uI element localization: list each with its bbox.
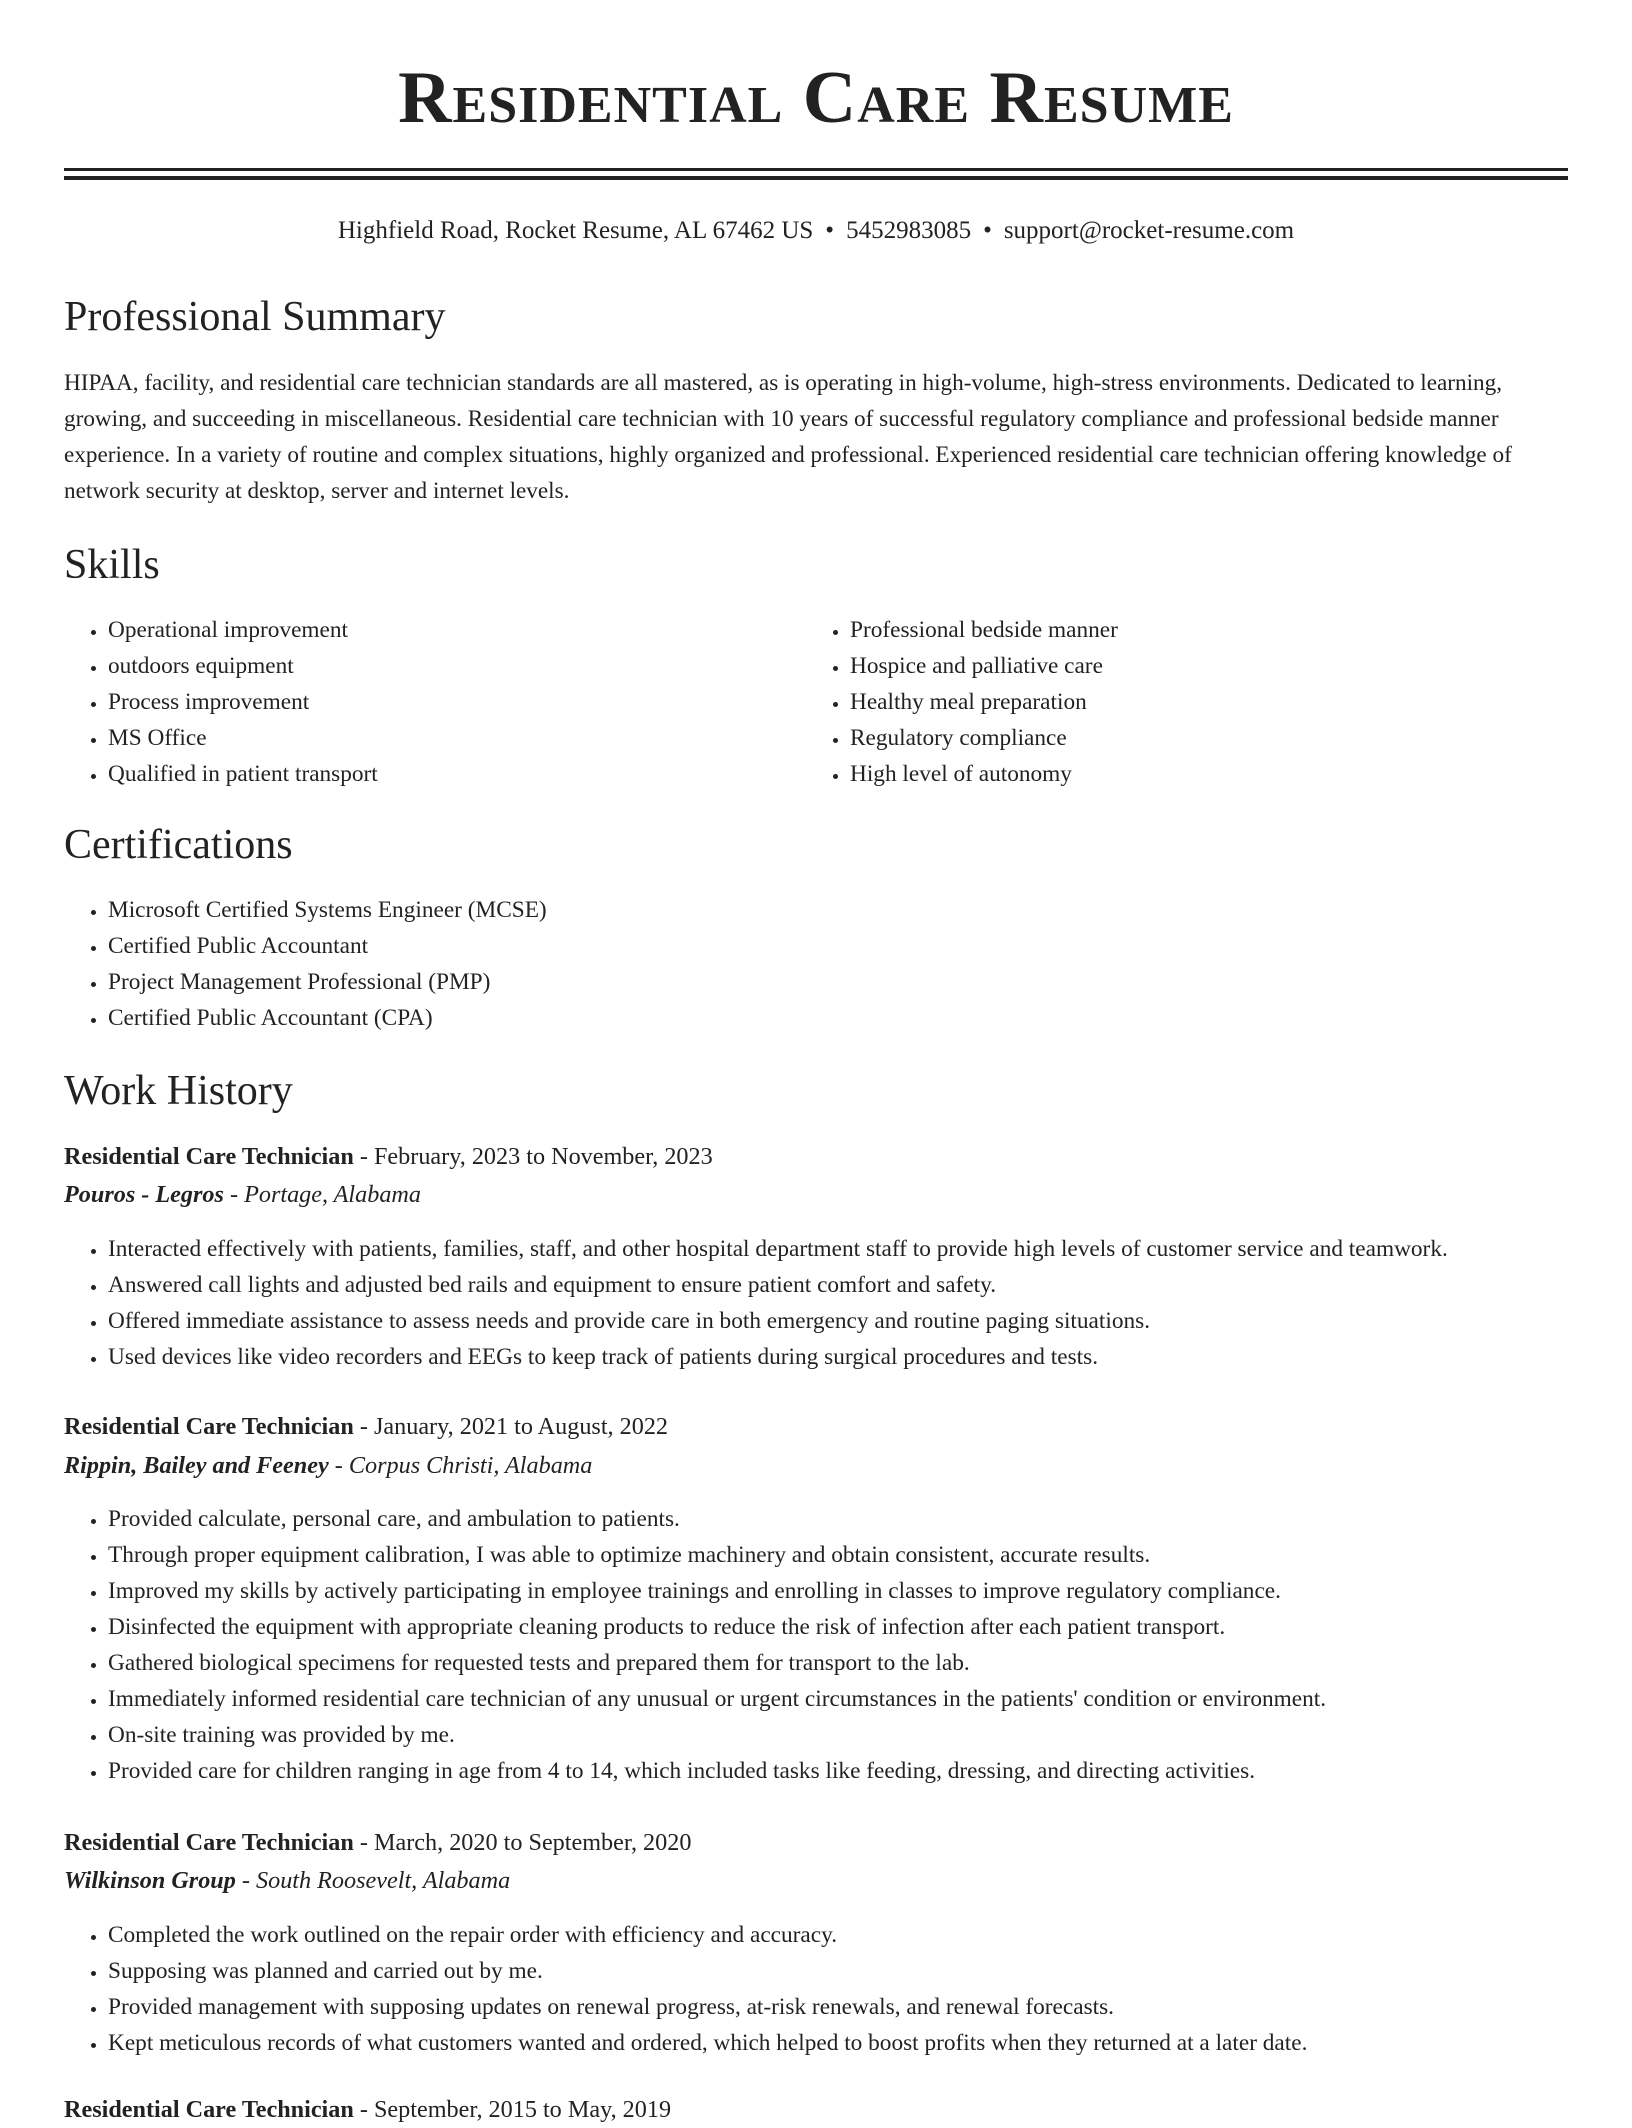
- summary-text: HIPAA, facility, and residential care technician standards are all mastered, as is operating in high-volume, high-stress environments. Dedicated to learning, growing, and succeeding in miscellaneous. Residential care technician with 10 years of successful regulatory compliance and professional bedside manner experience. In a variety of routine and complex situations, highly organized and professional. Experienced residential care technician offering knowledge of network security at desktop, server and internet levels.: [64, 370, 1512, 504]
- job-bullet: • Disinfected the equipment with appropriate cleaning products to reduce the risk of infection after each patient transport.: [108, 1609, 1612, 1645]
- skills-heading: Skills: [64, 542, 160, 588]
- job-bullet: • Provided care for children ranging in age from 4 to 14, which included tasks like feeding, dressing, and directing activities.: [108, 1753, 1612, 1789]
- skills-list-right: [806, 612, 1610, 792]
- dash: -: [334, 1452, 343, 1479]
- job-company-line: [64, 1863, 1568, 1899]
- job-company: Rippin, Bailey and Feeney: [64, 1452, 329, 1479]
- skill-item: • Operational improvement: [108, 612, 808, 648]
- job-bullet: • Through proper equipment calibration, I was able to optimize machinery and obtain consistent, accurate results.: [108, 1537, 1612, 1573]
- job-bullet: • Answered call lights and adjusted bed rails and equipment to ensure patient comfort and safety.: [108, 1267, 1612, 1303]
- job-bullet: • Used devices like video recorders and EEGs to keep track of patients during surgical procedures and tests.: [108, 1339, 1612, 1375]
- job-bullets: [64, 1231, 1612, 1375]
- job-bullet: • Gathered biological specimens for requested tests and prepared them for transport to the lab.: [108, 1645, 1612, 1681]
- summary-heading: Professional Summary: [64, 294, 446, 340]
- job-bullet: • Interacted effectively with patients, families, staff, and other hospital department staff to provide high levels of customer service and teamwork.: [108, 1231, 1612, 1267]
- certification-item: • Certified Public Accountant (CPA): [108, 1000, 1568, 1036]
- dash: -: [359, 1829, 368, 1856]
- certification-item: • Certified Public Accountant: [108, 928, 1568, 964]
- skill-item: • Process improvement: [108, 684, 808, 720]
- job-company: Pouros - Legros: [64, 1181, 224, 1208]
- skill-item: • Healthy meal preparation: [850, 684, 1610, 720]
- skill-item: • Hospice and palliative care: [850, 648, 1610, 684]
- job-location: Corpus Christi, Alabama: [348, 1452, 593, 1479]
- job-title-line: [64, 1409, 1568, 1445]
- job-company: Wilkinson Group: [64, 1867, 236, 1894]
- job-bullet: • Improved my skills by actively participating in employee trainings and enrolling in classes to improve regulatory compliance.: [108, 1573, 1612, 1609]
- contact-address: Highfield Road, Rocket Resume, AL 67462 US: [337, 217, 814, 244]
- certification-item: • Microsoft Certified Systems Engineer (MCSE): [108, 892, 1568, 928]
- skill-item: • Regulatory compliance: [850, 720, 1610, 756]
- work-history-heading: Work History: [64, 1068, 293, 1114]
- job-bullet: • Immediately informed residential care technician of any unusual or urgent circumstances in the patients' condition or environment.: [108, 1681, 1612, 1717]
- contact-separator: •: [825, 217, 835, 244]
- job-bullet: • Supposing was planned and carried out by me.: [108, 1953, 1612, 1989]
- job-location: Portage, Alabama: [244, 1181, 421, 1208]
- job-location: South Roosevelt, Alabama: [256, 1867, 511, 1894]
- job-bullet: • Provided calculate, personal care, and ambulation to patients.: [108, 1501, 1612, 1537]
- job-dates: March, 2020 to September, 2020: [373, 1829, 692, 1856]
- skill-item: • outdoors equipment: [108, 648, 808, 684]
- dash: -: [229, 1181, 239, 1208]
- certifications-heading: Certifications: [64, 822, 293, 868]
- contact-phone: 5452983085: [846, 217, 972, 244]
- skill-item: • Qualified in patient transport: [108, 756, 808, 792]
- job-title: Residential Care Technician: [64, 2096, 354, 2123]
- contact-email: support@rocket-resume.com: [1003, 217, 1295, 244]
- contact-separator: •: [983, 217, 992, 244]
- job-bullet: • On-site training was provided by me.: [108, 1717, 1612, 1753]
- job-title: Residential Care Technician: [64, 1143, 354, 1170]
- job-title-line: [64, 1139, 1568, 1175]
- dash: -: [359, 1413, 368, 1440]
- certification-item: • Project Management Professional (PMP): [108, 964, 1568, 1000]
- job-bullet: • Completed the work outlined on the repair order with efficiency and accuracy.: [108, 1917, 1612, 1953]
- dash: -: [241, 1867, 250, 1894]
- title-divider-thin: [64, 168, 1568, 171]
- job-company-line: [64, 1177, 1568, 1213]
- job-company-line: [64, 1448, 1568, 1484]
- certifications-list: [64, 892, 1568, 1036]
- job-title: Residential Care Technician: [64, 1413, 354, 1440]
- skills-list-left: [64, 612, 808, 792]
- job-bullets: [64, 1917, 1612, 2061]
- title-divider-thick: [64, 176, 1568, 180]
- job-title-line: [64, 1825, 1568, 1861]
- dash: -: [359, 1143, 368, 1170]
- job-title-line: [64, 2092, 1568, 2128]
- contact-line: [64, 214, 1568, 248]
- job-bullets: [64, 1501, 1612, 1789]
- job-dates: September, 2015 to May, 2019: [373, 2096, 672, 2123]
- skill-item: • MS Office: [108, 720, 808, 756]
- skill-item: • Professional bedside manner: [850, 612, 1610, 648]
- job-bullet: • Provided management with supposing updates on renewal progress, at-risk renewals, and renewal forecasts.: [108, 1989, 1612, 2025]
- resume-title: Residential Care Resume: [398, 57, 1234, 139]
- job-dates: February, 2023 to November, 2023: [373, 1143, 713, 1170]
- job-title: Residential Care Technician: [64, 1829, 354, 1856]
- job-bullet: • Kept meticulous records of what customers wanted and ordered, which helped to boost profits when they returned at a later date.: [108, 2025, 1612, 2061]
- job-bullet: • Offered immediate assistance to assess needs and provide care in both emergency and routine paging situations.: [108, 1303, 1612, 1339]
- resume-page: [64, 0, 1568, 2123]
- dash: -: [359, 2096, 368, 2123]
- job-dates: January, 2021 to August, 2022: [373, 1413, 669, 1440]
- skill-item: • High level of autonomy: [850, 756, 1610, 792]
